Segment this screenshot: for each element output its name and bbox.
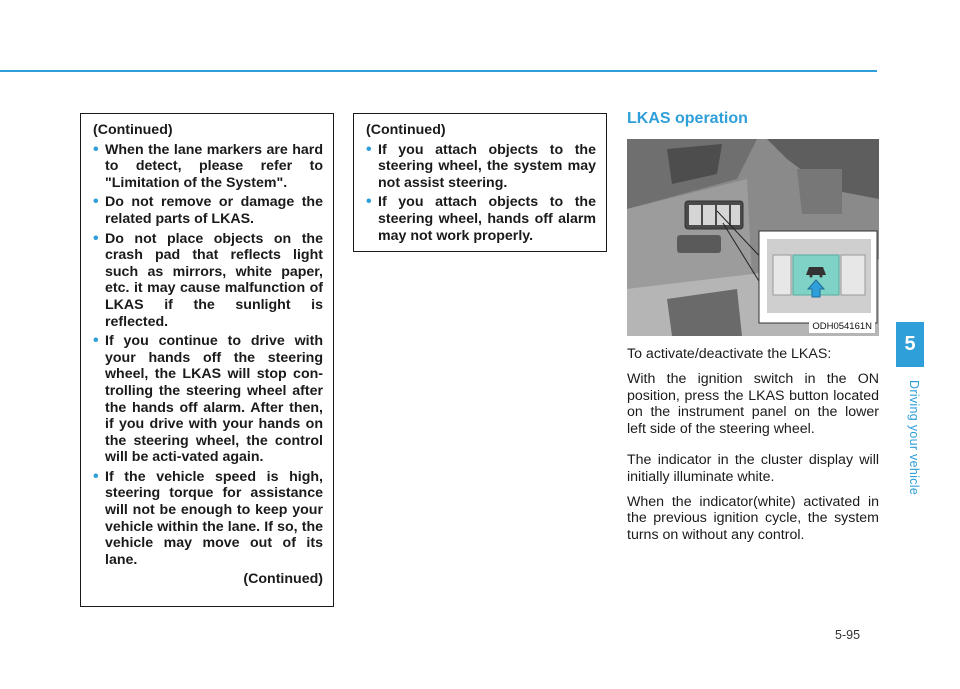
dashboard-illustration — [627, 139, 879, 336]
chapter-title: Driving your vehicle — [907, 380, 921, 496]
header-rule — [0, 70, 877, 72]
caution-box-middle — [353, 113, 607, 252]
continued-label-top: (Continued) — [93, 122, 173, 138]
list-item: • When the lane markers are hard to detect, please refer to "Limitation of the System". — [93, 142, 323, 192]
list-item: • Do not place objects on the crash pad that reflects light such as mirrors, white paper, etc. it may cause malfunction of LKAS if the sunlight is reflected. — [93, 231, 323, 331]
chapter-tab: 5 — [896, 322, 924, 367]
section-title: LKAS operation — [627, 110, 748, 127]
figure-code: ODH054161N — [809, 320, 875, 333]
lkas-button-illustration — [627, 139, 879, 336]
continued-label-bottom: (Continued) — [243, 571, 323, 588]
list-item: • If you continue to drive with your hands off the steering wheel, the LKAS will stop con-trolling the steering wheel after the hands off alarm. After then, if you drive with your hands on the steering wheel, the control will be acti-vated again. — [93, 333, 323, 466]
list-item: • If the vehicle speed is high, steering torque for assistance will not be enough to keep your vehicle within the lane. If so, the vehicle may move out of its lane. — [93, 469, 323, 569]
caution-list-left — [93, 142, 323, 569]
list-item: • If you attach objects to the steering wheel, hands off alarm may not work properly. — [366, 194, 596, 244]
paragraph: With the ignition switch in the ON position, press the LKAS button located on the instrument panel on the lower left side of the steering wheel. — [627, 370, 879, 438]
section-body — [627, 346, 879, 552]
paragraph: The indicator in the cluster display will initially illuminate white. — [627, 451, 879, 485]
paragraph: To activate/deactivate the LKAS: — [627, 346, 832, 362]
paragraph: When the indicator(white) activated in the previous ignition cycle, the system turns on without any control. — [627, 493, 879, 544]
caution-box-left — [80, 113, 334, 607]
page-number: 5-95 — [835, 628, 861, 642]
caution-list-middle — [366, 142, 596, 245]
list-item: • If you attach objects to the steering wheel, the system may not assist steering. — [366, 142, 596, 192]
list-item: • Do not remove or damage the related parts of LKAS. — [93, 194, 323, 227]
continued-label-top: (Continued) — [366, 122, 446, 138]
